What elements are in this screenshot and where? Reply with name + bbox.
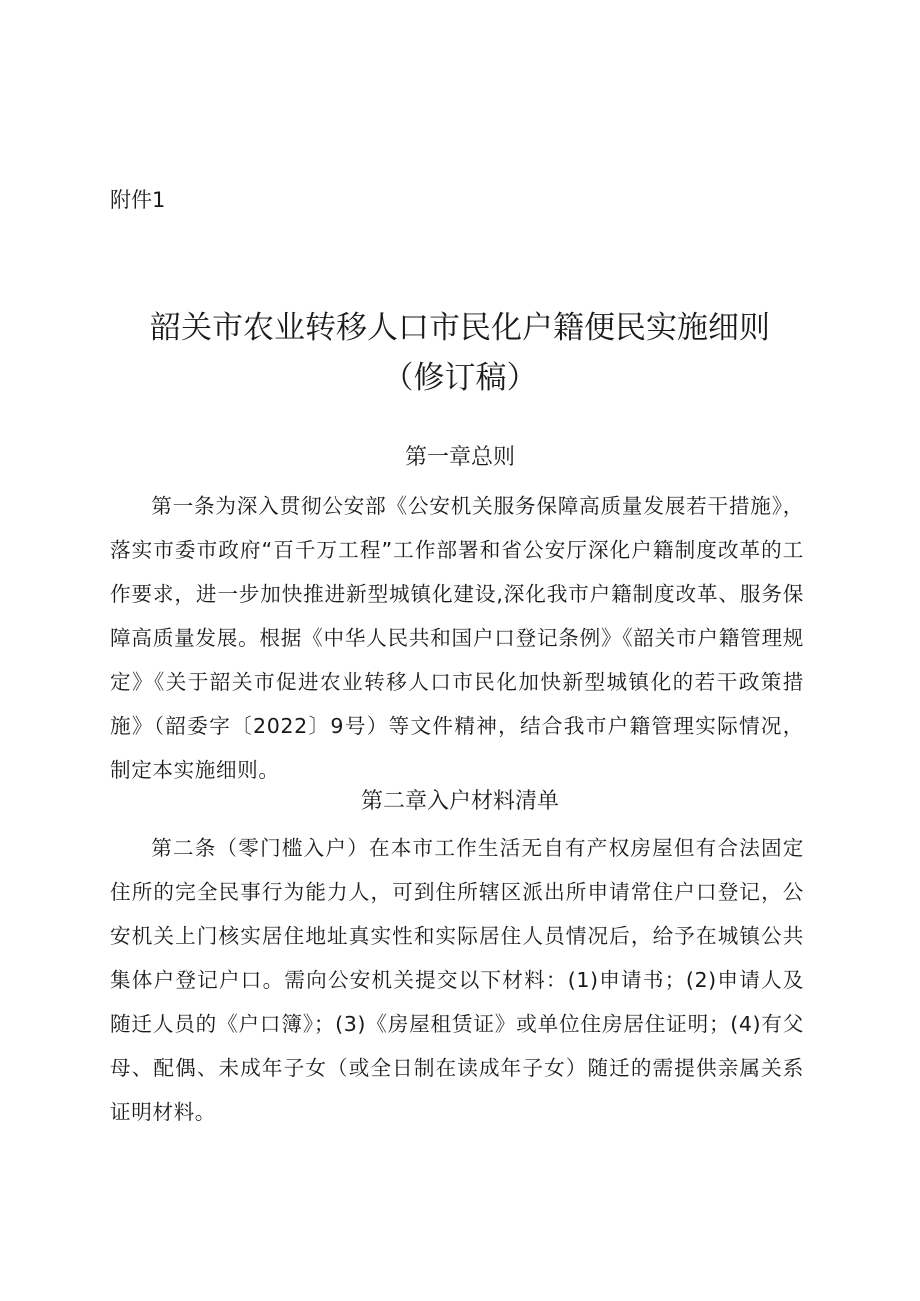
article-paragraph-1: 第一条为深入贯彻公安部《公安机关服务保障高质量发展若干措施》，落实市委市政府“百千万工程”工作部署和省公安厅深化户籍制度改革的工作要求，进一步加快推进新型城镇化建设,深化我市户籍制度改革、服务保障高质量发展。根据《中华人民共和国户口登记条例》《韶关市户籍管理规定》《关于韶关市促进农业转移人口市民化加快新型城镇化的若干政策措施》（韶委字〔2022〕9号）等文件精神，结合我市户籍管理实际情况，制定本实施细则。 (110, 494, 804, 782)
title-subtitle: （修订稿） (382, 360, 538, 396)
chapter-heading-materials: 第二章入户材料清单 (360, 789, 559, 814)
attachment-label: 附件1 (110, 188, 166, 212)
article-paragraph-2: 第二条（零门槛入户）在本市工作生活无自有产权房屋但有合法固定住所的完全民事行为能力人，可到住所辖区派出所申请常住户口登记，公安机关上门核实居住地址真实性和实际居住人员情况后，给予在城镇公共集体户登记户口。需向公安机关提交以下材料：(1)申请书；(2)申请人及随迁人员的《户口簿》；(3)《房屋租赁证》或单位住房居住证明；(4)有父母、配偶、未成年子女（或全日制在读成年子女）随迁的需提供亲属关系证明材料。 (110, 836, 804, 1124)
document-title (0, 304, 920, 402)
chapter-heading-general: 第一章总则 (404, 445, 515, 470)
title-main: 韶关市农业转移人口市民化户籍便民实施细则 (150, 310, 770, 346)
